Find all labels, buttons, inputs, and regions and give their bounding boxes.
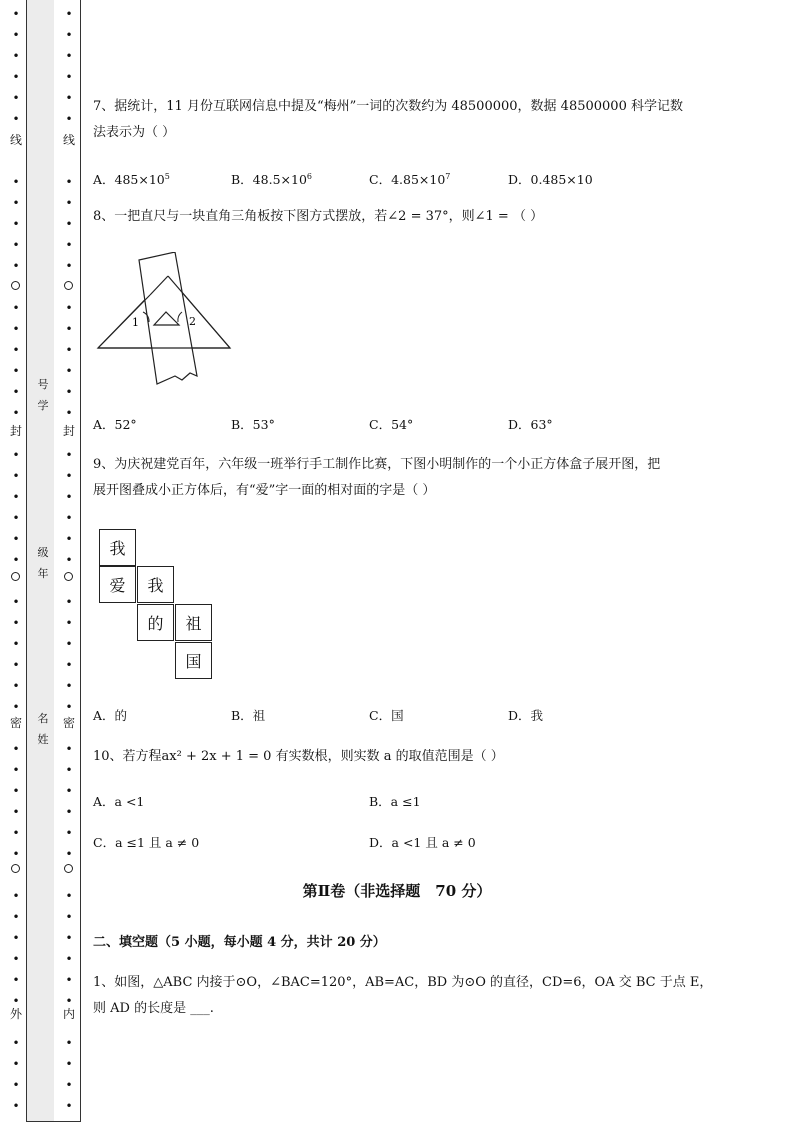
binding-dot: • — [65, 952, 73, 966]
binding-char-xian-outer: 线 — [9, 133, 22, 147]
q9-option-d: D．我 — [508, 708, 544, 723]
binding-dot: • — [12, 616, 20, 630]
binding-circle-icon — [64, 281, 73, 290]
q7-text-line2: 法表示为（ ） — [93, 125, 176, 140]
net-cell: 我 — [137, 566, 174, 603]
binding-dot: • — [65, 931, 73, 945]
q9-option-c: C．国 — [369, 708, 404, 723]
binding-dot: • — [12, 469, 20, 483]
binding-dot: • — [65, 889, 73, 903]
binding-dot: • — [65, 385, 73, 399]
angle-label-1: 1 — [132, 316, 139, 329]
binding-dot: • — [12, 595, 20, 609]
binding-dot: • — [65, 217, 73, 231]
binding-dot: • — [12, 1078, 20, 1092]
binding-dot: • — [12, 973, 20, 987]
net-cell: 爱 — [99, 566, 136, 603]
binding-dot: • — [12, 700, 20, 714]
net-cell: 国 — [175, 642, 212, 679]
binding-dot: • — [12, 637, 20, 651]
binding-dot: • — [12, 343, 20, 357]
binding-circle-icon — [64, 572, 73, 581]
binding-dot: • — [65, 49, 73, 63]
binding-char-xian-inner: 线 — [62, 133, 75, 147]
binding-dot: • — [65, 784, 73, 798]
binding-dot: • — [12, 553, 20, 567]
f1-text-line1: 1、如图，△ABC 内接于⊙O，∠BAC=120°，AB=AC，BD 为⊙O 的直径，CD=6，OA 交 BC 于点 E， — [93, 975, 713, 990]
binding-dot: • — [12, 826, 20, 840]
binding-dot: • — [65, 532, 73, 546]
binding-circle-icon — [64, 864, 73, 873]
binding-dot: • — [12, 49, 20, 63]
binding-dot: • — [12, 406, 20, 420]
q7-option-a: A．$485\times 10^5$ — [93, 171, 170, 187]
binding-char-feng-outer: 封 — [9, 424, 22, 438]
binding-dot: • — [12, 301, 20, 315]
q8-option-d: D．63° — [508, 417, 553, 432]
binding-dot: • — [12, 532, 20, 546]
binding-dot: • — [65, 1057, 73, 1071]
q8-option-a: A．52° — [93, 417, 137, 432]
binding-dot: • — [12, 658, 20, 672]
binding-dot: • — [65, 196, 73, 210]
binding-dot: • — [12, 1057, 20, 1071]
q7-text-line1: 7、据统计，11 月份互联网信息中提及“梅州”一词的次数约为 48500000，数据 48500000 科学记数 — [93, 99, 683, 114]
binding-dot: • — [65, 448, 73, 462]
binding-dot: • — [65, 112, 73, 126]
f1-text-line2: 则 AD 的长度是 ___. — [93, 1001, 214, 1016]
q8-text: 8、一把直尺与一块直角三角板按下图方式摆放，若∠2 = 37°，则∠1 = （ ） — [93, 209, 544, 224]
binding-dot: • — [12, 1036, 20, 1050]
binding-dot: • — [65, 469, 73, 483]
q9-option-b: B．祖 — [231, 708, 266, 723]
binding-char-wai: 外 — [9, 1007, 22, 1021]
binding-dot: • — [12, 259, 20, 273]
net-cell: 我 — [99, 529, 136, 566]
binding-dot: • — [12, 175, 20, 189]
q9-text-line2: 展开图叠成小正方体后，有“爱”字一面的相对面的字是（ ） — [93, 483, 436, 498]
binding-dot: • — [12, 364, 20, 378]
q8-figure — [92, 252, 242, 388]
q9-text-line1: 9、为庆祝建党百年，六年级一班举行手工制作比赛，下图小明制作的一个小正方体盒子展开图，把 — [93, 457, 661, 472]
binding-dot: • — [65, 910, 73, 924]
binding-dot: • — [65, 595, 73, 609]
binding-dot: • — [12, 1099, 20, 1113]
angle-label-2: 2 — [189, 315, 196, 328]
binding-dot: • — [65, 175, 73, 189]
binding-dot: • — [65, 1036, 73, 1050]
binding-dot: • — [65, 1099, 73, 1113]
binding-dot: • — [12, 217, 20, 231]
binding-dot: • — [65, 553, 73, 567]
part2-title: 第Ⅱ卷（非选择题 70 分） — [302, 882, 492, 900]
binding-dot: • — [65, 490, 73, 504]
binding-dot: • — [12, 742, 20, 756]
binding-dot: • — [12, 196, 20, 210]
binding-dot: • — [12, 931, 20, 945]
binding-char-mi-outer: 密 — [9, 716, 22, 730]
binding-dot: • — [12, 91, 20, 105]
binding-circle-icon — [11, 864, 20, 873]
binding-dot: • — [65, 322, 73, 336]
binding-char-nei: 内 — [62, 1007, 75, 1021]
binding-dot: • — [65, 301, 73, 315]
net-cell: 的 — [137, 604, 174, 641]
binding-dot: • — [65, 847, 73, 861]
binding-dot: • — [65, 637, 73, 651]
label-xing: 姓 — [37, 733, 49, 746]
binding-dot: • — [65, 259, 73, 273]
q7-option-d: D．0.485×10 — [508, 172, 593, 187]
binding-char-feng-inner: 封 — [62, 424, 75, 438]
binding-dot: • — [12, 679, 20, 693]
binding-dot: • — [12, 490, 20, 504]
q10-text: 10、若方程ax² + 2x + 1 = 0 有实数根，则实数 a 的取值范围是（ ） — [93, 749, 504, 764]
binding-dot: • — [65, 826, 73, 840]
label-xue: 学 — [37, 399, 49, 412]
binding-dot: • — [12, 763, 20, 777]
binding-dot: • — [65, 616, 73, 630]
binding-dot: • — [12, 385, 20, 399]
q9-option-a: A．的 — [93, 708, 128, 723]
q10-option-a: A．a <1 — [93, 794, 145, 809]
binding-dot: • — [12, 7, 20, 21]
binding-dot: • — [65, 406, 73, 420]
label-ming: 名 — [37, 712, 49, 725]
label-nian: 年 — [37, 567, 49, 580]
binding-dot: • — [12, 238, 20, 252]
binding-dot: • — [65, 805, 73, 819]
binding-dot: • — [65, 343, 73, 357]
binding-dot: • — [65, 742, 73, 756]
binding-dot: • — [12, 448, 20, 462]
binding-strip-grey — [26, 0, 56, 1122]
label-hao: 号 — [37, 378, 49, 391]
binding-dot: • — [65, 658, 73, 672]
q8-option-b: B．53° — [231, 417, 275, 432]
q7-option-c: C．$4.85\times 10^7$ — [369, 171, 451, 187]
net-cell: 祖 — [175, 604, 212, 641]
binding-char-mi-inner: 密 — [62, 716, 75, 730]
binding-dot: • — [65, 994, 73, 1008]
section-fill-blank: 二、填空题（5 小题，每小题 4 分，共计 20 分） — [93, 935, 386, 950]
binding-dot: • — [65, 700, 73, 714]
binding-dot: • — [65, 973, 73, 987]
binding-dot: • — [65, 511, 73, 525]
binding-dot: • — [12, 784, 20, 798]
binding-dot: • — [12, 910, 20, 924]
binding-dot: • — [65, 238, 73, 252]
q8-option-c: C．54° — [369, 417, 414, 432]
label-ji: 级 — [37, 546, 49, 559]
q7-option-b: B．$48.5\times 10^6$ — [231, 171, 312, 187]
binding-dot: • — [12, 511, 20, 525]
q10-option-b: B．a ≤1 — [369, 794, 421, 809]
binding-dot: • — [12, 322, 20, 336]
binding-dot: • — [65, 364, 73, 378]
q10-option-c: C．a ≤1 且 a ≠ 0 — [93, 835, 200, 850]
binding-dot: • — [65, 763, 73, 777]
binding-dot: • — [65, 7, 73, 21]
binding-dot: • — [65, 28, 73, 42]
binding-dot: • — [65, 1078, 73, 1092]
binding-dot: • — [12, 112, 20, 126]
q10-option-d: D．a <1 且 a ≠ 0 — [369, 835, 476, 850]
binding-dot: • — [12, 70, 20, 84]
binding-dot: • — [12, 28, 20, 42]
binding-circle-icon — [11, 572, 20, 581]
binding-dot: • — [65, 679, 73, 693]
binding-dot: • — [12, 952, 20, 966]
binding-dot: • — [12, 805, 20, 819]
binding-dot: • — [65, 91, 73, 105]
binding-dot: • — [12, 847, 20, 861]
binding-circle-icon — [11, 281, 20, 290]
binding-dot: • — [12, 994, 20, 1008]
binding-dot: • — [12, 889, 20, 903]
binding-dot: • — [65, 70, 73, 84]
